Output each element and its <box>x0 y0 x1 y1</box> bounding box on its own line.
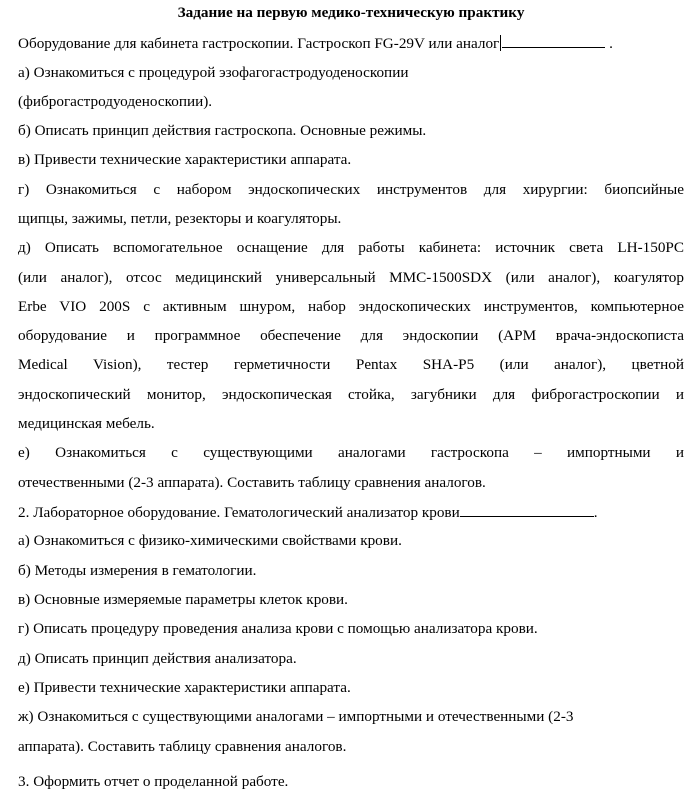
s2-item-e: е) Привести технические характеристики аппарата. <box>18 679 351 696</box>
section2-heading-text: 2. Лабораторное оборудование. Гематологический анализатор крови <box>18 504 460 521</box>
period-2: . <box>593 504 598 521</box>
s2-item-zh-line2: аппарата). Составить таблицу сравнения аналогов. <box>18 738 347 755</box>
s1-item-d-line5: Medical Vision), тестер герметичности Pentax SHA-P5 (или аналог), цветной <box>18 356 684 373</box>
s1-item-d-line4: оборудование и программное обеспечение для эндоскопии (АРМ врача-эндоскописта <box>18 327 684 344</box>
s1-item-b: б) Описать принцип действия гастроскопа. Основные режимы. <box>18 122 427 139</box>
s1-item-a-line1: а) Ознакомиться с процедурой эзофагогастродуоденоскопии <box>18 64 409 81</box>
s1-item-d-line1: д) Описать вспомогательное оснащение для работы кабинета: источник света LH-150PC <box>18 239 684 256</box>
s2-item-v: в) Основные измеряемые параметры клеток крови. <box>18 591 348 608</box>
s1-item-d-line2: (или аналог), отсос медицинский универсальный MMC-1500SDX (или аналог), коагулятор <box>18 269 684 286</box>
s2-item-a: а) Ознакомиться с физико-химическими свойствами крови. <box>18 532 402 549</box>
section3-text: 3. Оформить отчет о проделанной работе. <box>18 773 289 790</box>
s1-item-d-line6: эндоскопический монитор, эндоскопическая стойка, загубники для фиброгастроскопии и <box>18 386 684 403</box>
period-1: . <box>609 35 613 52</box>
section1-heading <box>18 33 613 54</box>
s1-item-e-line2: отечественными (2-3 аппарата). Составить таблицу сравнения аналогов. <box>18 474 486 491</box>
s2-item-zh-line1: ж) Ознакомиться с существующими аналогами – импортными и отечественными (2-3 <box>18 708 574 725</box>
fill-blank-2[interactable] <box>460 502 594 517</box>
s2-item-g: г) Описать процедуру проведения анализа крови с помощью анализатора крови. <box>18 620 538 637</box>
s1-item-g-line1: г) Ознакомиться с набором эндоскопических инструментов для хирургии: биопсийные <box>18 181 684 198</box>
fill-blank-1[interactable] <box>502 33 605 48</box>
s1-item-a-line2: (фиброгастродуоденоскопии). <box>18 93 213 110</box>
s1-item-v: в) Привести технические характеристики аппарата. <box>18 151 352 168</box>
s2-item-b: б) Методы измерения в гематологии. <box>18 562 257 579</box>
text-cursor <box>500 35 501 51</box>
section2-heading <box>18 502 598 523</box>
s2-item-d: д) Описать принцип действия анализатора. <box>18 650 297 667</box>
s1-item-d-line3: Erbe VIO 200S с активным шнуром, набор эндоскопических инструментов, компьютерное <box>18 298 684 315</box>
s1-item-d-line7: медицинская мебель. <box>18 415 155 432</box>
s1-item-g-line2: щипцы, зажимы, петли, резекторы и коагуляторы. <box>18 210 342 227</box>
section1-heading-text: Оборудование для кабинета гастроскопии. Гастроскоп FG-29V или аналог <box>18 35 500 52</box>
s1-item-e-line1: е) Ознакомиться с существующими аналогами гастроскопа – импортными и <box>18 444 684 461</box>
page-title: Задание на первую медико-техническую практику <box>177 4 525 21</box>
